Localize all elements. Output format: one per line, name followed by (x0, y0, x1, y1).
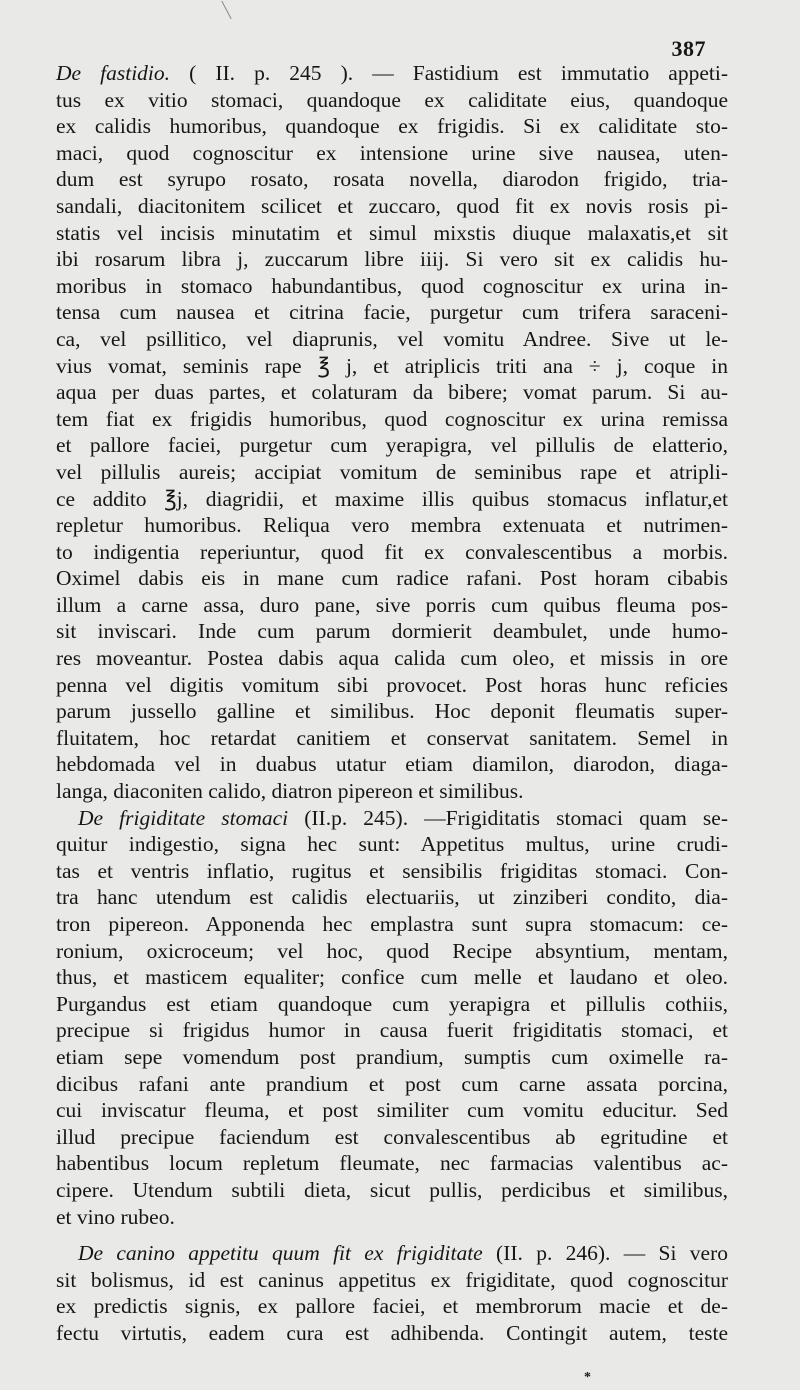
line-text: ex calidis humoribus, quandoque ex frigidis. Si ex caliditate sto- (56, 114, 728, 139)
text-line (56, 938, 728, 965)
section-rubric: De canino appetitu quum fit ex frigiditate (78, 1241, 483, 1266)
text-line (56, 193, 728, 220)
line-text: langa, diaconiten calido, diatron pipereon et similibus. (56, 779, 524, 804)
line-text: ex predictis signis, ex pallore faciei, et membrorum macie et de- (56, 1294, 728, 1319)
text-line (56, 459, 728, 486)
line-text: tas et ventris inflatio, rugitus et sensibilis frigiditas stomaci. Con- (56, 858, 728, 883)
text-line (56, 326, 728, 353)
paragraph (56, 805, 728, 1231)
section-rubric: De fastidio. (56, 61, 171, 85)
line-text: Oximel dabis eis in mane cum radice rafani. Post horam cibabis (56, 566, 728, 591)
line-text: illud precipue faciendum est convalescentibus ab egritudine et (56, 1124, 728, 1149)
text-line (56, 246, 728, 273)
text-line (56, 778, 728, 805)
line-text: etiam sepe vomendum post prandium, sumptis cum oximelle ra- (56, 1044, 728, 1069)
text-line (56, 353, 728, 380)
line-text: sandali, diacitonitem scilicet et zuccaro, quod fit ex novis rosis pi- (56, 193, 728, 218)
text-line (56, 1204, 728, 1231)
line-text: penna vel digitis vomitum sibi provocet. Post horas hunc reficies (56, 672, 728, 697)
line-text: res moveantur. Postea dabis aqua calida cum oleo, et missis in ore (56, 646, 728, 671)
text-line (56, 486, 728, 513)
paragraph-gap (56, 1230, 728, 1240)
line-text: hebdomada vel in duabus utatur etiam diamilon, diarodon, diaga- (56, 752, 728, 777)
page-number: 387 (671, 36, 706, 61)
line-text: et pallore faciei, purgetur cum yerapigra, vel pillulis de elatterio, (56, 433, 728, 458)
text-line (56, 1044, 728, 1071)
text-line (56, 858, 728, 885)
line-text: repletur humoribus. Reliqua vero membra extenuata et nutrimen- (56, 513, 728, 538)
line-text: dicibus rafani ante prandium et post cum carne assata porcina, (56, 1071, 728, 1096)
text-line (56, 406, 728, 433)
text-line (56, 140, 728, 167)
text-line (56, 1124, 728, 1151)
text-line (56, 672, 728, 699)
text-line (56, 539, 728, 566)
line-text: tem fiat ex frigidis humoribus, quod cognoscitur ex urina remissa (56, 406, 728, 431)
text-line (56, 220, 728, 247)
text-line (56, 60, 728, 87)
text-line (56, 1320, 728, 1347)
text-line (56, 1177, 728, 1204)
text-line (56, 1017, 728, 1044)
text-line (56, 565, 728, 592)
scan-mark (221, 1, 231, 19)
text-line (56, 884, 728, 911)
line-text: illum a carne assa, duro pane, sive porris cum quibus fleuma pos- (56, 592, 728, 617)
footer-mark: * (584, 1370, 591, 1385)
text-column (56, 60, 728, 1347)
line-text: thus, et masticem equaliter; confice cum melle et laudano et oleo. (56, 965, 728, 990)
text-line (56, 1293, 728, 1320)
text-line (56, 273, 728, 300)
line-text: cipere. Utendum subtili dieta, sicut pullis, perdicibus et similibus, (56, 1177, 728, 1202)
text-line (56, 512, 728, 539)
text-line (56, 698, 728, 725)
line-text: cui inviscatur fleuma, et post similiter cum vomitu educitur. Sed (56, 1098, 728, 1123)
line-text: parum jussello galline et similibus. Hoc deponit fleumatis super- (56, 699, 728, 724)
line-text: precipue si frigidus humor in causa fuerit frigiditatis stomaci, et (56, 1018, 728, 1043)
line-text: fluitatem, hoc retardat canitiem et conservat sanitatem. Semel in (56, 725, 728, 750)
text-line (56, 1267, 728, 1294)
line-text: ( II. p. 245 ). — Fastidium est immutatio appeti- (170, 61, 728, 85)
line-text: (II.p. 245). —Frigiditatis stomaci quam se- (288, 805, 729, 830)
text-line (56, 645, 728, 672)
line-text: vel pillulis aureis; accipiat vomitum de seminibus rape et atripli- (56, 459, 728, 484)
line-text: fectu virtutis, eadem cura est adhibenda. Contingit autem, teste (56, 1320, 728, 1345)
line-text: aqua per duas partes, et colaturam da bibere; vomat parum. Si au- (56, 380, 728, 405)
line-text: sit bolismus, id est caninus appetitus ex frigiditate, quod cognoscitur (56, 1267, 728, 1292)
line-text: tron pipereon. Apponenda hec emplastra sunt supra stomacum: ce- (56, 912, 728, 936)
text-line (56, 592, 728, 619)
line-text: (II. p. 246). — Si vero (482, 1241, 728, 1266)
line-text: maci, quod cognoscitur ex intensione urine sive nausea, uten- (56, 140, 728, 165)
line-text: moribus in stomaco habundantibus, quod cognoscitur ex urina in- (56, 273, 728, 298)
line-text: dum est syrupo rosato, rosata novella, diarodon frigido, tria- (56, 167, 728, 192)
line-text: ronium, oxicroceum; vel hoc, quod Recipe absyntium, mentam, (56, 938, 728, 963)
text-line (56, 911, 728, 938)
text-line (56, 805, 728, 832)
line-text: tra hanc utendum est calidis electuariis, ut zinziberi condito, dia- (56, 885, 728, 910)
text-line (56, 1150, 728, 1177)
line-text: Purgandus est etiam quandoque cum yerapigra et pillulis cothiis, (56, 991, 728, 1016)
text-line (56, 299, 728, 326)
text-line (56, 991, 728, 1018)
text-line (56, 1097, 728, 1124)
text-line (56, 432, 728, 459)
line-text: vius vomat, seminis rape ℥ j, et atriplicis triti ana ÷ j, coque in (56, 353, 728, 378)
line-text: tensa cum nausea et citrina facie, purgetur cum trifera saraceni- (56, 300, 728, 325)
line-text: habentibus locum repletum fleumate, nec farmacias valentibus ac- (56, 1151, 728, 1176)
paragraph (56, 1240, 728, 1346)
paragraph (56, 60, 728, 805)
text-line (56, 1240, 728, 1267)
text-line (56, 113, 728, 140)
line-text: statis vel incisis minutatim et simul mixstis diuque malaxatis,et sit (56, 220, 728, 245)
line-text: sit inviscari. Inde cum parum dormierit deambulet, unde humo- (56, 619, 728, 644)
text-line (56, 87, 728, 114)
line-text: quitur indigestio, signa hec sunt: Appetitus multus, urine crudi- (56, 832, 728, 857)
line-text: ca, vel psillitico, vel diaprunis, vel vomitu Andree. Sive ut le- (56, 326, 728, 351)
line-text: to indigentia reperiuntur, quod fit ex convalescentibus a morbis. (56, 539, 728, 564)
text-line (56, 166, 728, 193)
section-rubric: De frigiditate stomaci (78, 805, 289, 830)
text-line (56, 618, 728, 645)
text-line (56, 751, 728, 778)
text-line (56, 1071, 728, 1098)
text-line (56, 379, 728, 406)
text-line (56, 964, 728, 991)
line-text: ce addito ℥j, diagridii, et maxime illis quibus stomacus inflatur,et (56, 486, 728, 511)
text-line (56, 725, 728, 752)
line-text: tus ex vitio stomaci, quandoque ex caliditate eius, quandoque (56, 87, 728, 112)
text-line (56, 831, 728, 858)
line-text: ibi rosarum libra j, zuccarum libre iiij. Si vero sit ex calidis hu- (56, 247, 728, 272)
line-text: et vino rubeo. (56, 1204, 175, 1229)
